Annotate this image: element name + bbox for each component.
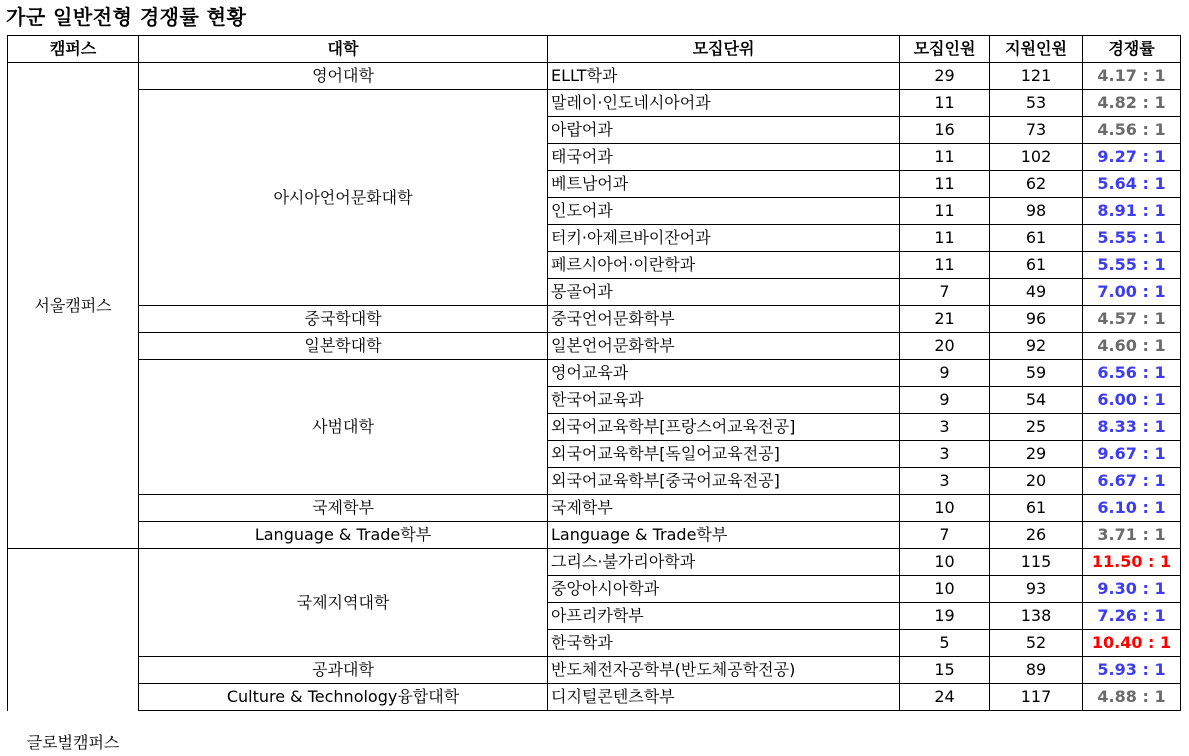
- applicants-value: 25: [990, 414, 1083, 441]
- unit-name: 인도어과: [548, 198, 900, 225]
- unit-name: 페르시아어·이란학과: [548, 252, 900, 279]
- applicants-value: 98: [990, 198, 1083, 225]
- unit-name: 몽골어과: [548, 279, 900, 306]
- unit-name: 영어교육과: [548, 360, 900, 387]
- page-title: 가군 일반전형 경쟁률 현황: [6, 5, 247, 29]
- header-applicants: 지원인원: [990, 36, 1083, 63]
- table-row: [8, 522, 1181, 549]
- quota-value: 11: [900, 144, 990, 171]
- quota-value: 9: [900, 360, 990, 387]
- header-college: 대학: [139, 36, 548, 63]
- ratio-value: 6.56 : 1: [1083, 360, 1181, 387]
- ratio-value: 4.82 : 1: [1083, 90, 1181, 117]
- table-body: [8, 63, 1181, 752]
- table-row: [8, 90, 1181, 117]
- quota-value: 29: [900, 63, 990, 90]
- campus-name: 서울캠퍼스: [34, 295, 112, 315]
- quota-value: 16: [900, 117, 990, 144]
- ratio-value: 8.33 : 1: [1083, 414, 1181, 441]
- unit-name: 디지털콘텐츠학부: [548, 684, 900, 711]
- quota-value: 11: [900, 252, 990, 279]
- college-name: 중국학대학: [139, 306, 548, 333]
- header-ratio: 경쟁률: [1083, 36, 1181, 63]
- table-row: [8, 495, 1181, 522]
- unit-name: ELLT학과: [548, 63, 900, 90]
- ratio-value: 10.40 : 1: [1083, 630, 1181, 657]
- table-row: [8, 360, 1181, 387]
- applicants-value: 52: [990, 630, 1083, 657]
- applicants-value: 53: [990, 90, 1083, 117]
- ratio-value: 8.91 : 1: [1083, 198, 1181, 225]
- ratio-value: 5.64 : 1: [1083, 171, 1181, 198]
- ratio-value: 4.88 : 1: [1083, 684, 1181, 711]
- unit-name: 한국어교육과: [548, 387, 900, 414]
- applicants-value: 102: [990, 144, 1083, 171]
- unit-name: 한국학과: [548, 630, 900, 657]
- quota-value: 3: [900, 414, 990, 441]
- header-campus: 캠퍼스: [8, 36, 139, 63]
- unit-name: 외국어교육학부[프랑스어교육전공]: [548, 414, 900, 441]
- quota-value: 20: [900, 333, 990, 360]
- unit-name: 아랍어과: [548, 117, 900, 144]
- college-name: Culture & Technology융합대학: [139, 684, 548, 711]
- applicants-value: 138: [990, 603, 1083, 630]
- ratio-value: 5.93 : 1: [1083, 657, 1181, 684]
- header-row: [8, 36, 1181, 63]
- ratio-value: 7.00 : 1: [1083, 279, 1181, 306]
- college-name: 국제지역대학: [139, 549, 548, 657]
- ratio-value: 11.50 : 1: [1083, 549, 1181, 576]
- applicants-value: 49: [990, 279, 1083, 306]
- ratio-value: 9.67 : 1: [1083, 441, 1181, 468]
- ratio-value: 6.00 : 1: [1083, 387, 1181, 414]
- unit-name: 반도체전자공학부(반도체공학전공): [548, 657, 900, 684]
- table-row: [8, 549, 1181, 576]
- ratio-value: 6.10 : 1: [1083, 495, 1181, 522]
- unit-name: 외국어교육학부[중국어교육전공]: [548, 468, 900, 495]
- quota-value: 10: [900, 576, 990, 603]
- ratio-value: 3.71 : 1: [1083, 522, 1181, 549]
- competition-table: [7, 35, 1181, 752]
- applicants-value: 89: [990, 657, 1083, 684]
- unit-name: 아프리카학부: [548, 603, 900, 630]
- applicants-value: 61: [990, 495, 1083, 522]
- ratio-value: 4.17 : 1: [1083, 63, 1181, 90]
- applicants-value: 73: [990, 117, 1083, 144]
- applicants-value: 121: [990, 63, 1083, 90]
- campus-cell: [8, 549, 139, 752]
- quota-value: 19: [900, 603, 990, 630]
- ratio-value: 9.27 : 1: [1083, 144, 1181, 171]
- applicants-value: 93: [990, 576, 1083, 603]
- ratio-value: 4.57 : 1: [1083, 306, 1181, 333]
- quota-value: 11: [900, 198, 990, 225]
- header-quota: 모집인원: [900, 36, 990, 63]
- unit-name: 그리스·불가리아학과: [548, 549, 900, 576]
- applicants-value: 96: [990, 306, 1083, 333]
- quota-value: 7: [900, 522, 990, 549]
- ratio-value: 5.55 : 1: [1083, 225, 1181, 252]
- unit-name: 중국언어문화학부: [548, 306, 900, 333]
- applicants-value: 59: [990, 360, 1083, 387]
- quota-value: 10: [900, 495, 990, 522]
- unit-name: 중앙아시아학과: [548, 576, 900, 603]
- quota-value: 10: [900, 549, 990, 576]
- college-name: 아시아언어문화대학: [139, 90, 548, 306]
- ratio-value: 7.26 : 1: [1083, 603, 1181, 630]
- table-row: [8, 306, 1181, 333]
- college-name: 사범대학: [139, 360, 548, 495]
- applicants-value: 61: [990, 252, 1083, 279]
- table-row: [8, 63, 1181, 90]
- header-unit: 모집단위: [548, 36, 900, 63]
- quota-value: 11: [900, 90, 990, 117]
- quota-value: 24: [900, 684, 990, 711]
- college-name: 국제학부: [139, 495, 548, 522]
- quota-value: 3: [900, 441, 990, 468]
- college-name: 영어대학: [139, 63, 548, 90]
- ratio-value: 5.55 : 1: [1083, 252, 1181, 279]
- quota-value: 21: [900, 306, 990, 333]
- unit-name: 터키·아제르바이잔어과: [548, 225, 900, 252]
- applicants-value: 117: [990, 684, 1083, 711]
- campus-name: 글로벌캠퍼스: [26, 732, 120, 752]
- unit-name: Language & Trade학부: [548, 522, 900, 549]
- ratio-value: 9.30 : 1: [1083, 576, 1181, 603]
- applicants-value: 20: [990, 468, 1083, 495]
- college-name: 일본학대학: [139, 333, 548, 360]
- ratio-value: 4.60 : 1: [1083, 333, 1181, 360]
- college-name: Language & Trade학부: [139, 522, 548, 549]
- quota-value: 15: [900, 657, 990, 684]
- unit-name: 태국어과: [548, 144, 900, 171]
- quota-value: 3: [900, 468, 990, 495]
- ratio-value: 4.56 : 1: [1083, 117, 1181, 144]
- applicants-value: 54: [990, 387, 1083, 414]
- applicants-value: 92: [990, 333, 1083, 360]
- quota-value: 5: [900, 630, 990, 657]
- unit-name: 말레이·인도네시아어과: [548, 90, 900, 117]
- applicants-value: 26: [990, 522, 1083, 549]
- applicants-value: 115: [990, 549, 1083, 576]
- college-name: 공과대학: [139, 657, 548, 684]
- unit-name: 일본언어문화학부: [548, 333, 900, 360]
- quota-value: 9: [900, 387, 990, 414]
- unit-name: 국제학부: [548, 495, 900, 522]
- quota-value: 11: [900, 225, 990, 252]
- applicants-value: 29: [990, 441, 1083, 468]
- ratio-value: 6.67 : 1: [1083, 468, 1181, 495]
- campus-cell: [8, 63, 139, 549]
- table-row: [8, 657, 1181, 684]
- table-row: [8, 684, 1181, 711]
- quota-value: 7: [900, 279, 990, 306]
- applicants-value: 62: [990, 171, 1083, 198]
- unit-name: 외국어교육학부[독일어교육전공]: [548, 441, 900, 468]
- quota-value: 11: [900, 171, 990, 198]
- applicants-value: 61: [990, 225, 1083, 252]
- table-row: [8, 333, 1181, 360]
- unit-name: 베트남어과: [548, 171, 900, 198]
